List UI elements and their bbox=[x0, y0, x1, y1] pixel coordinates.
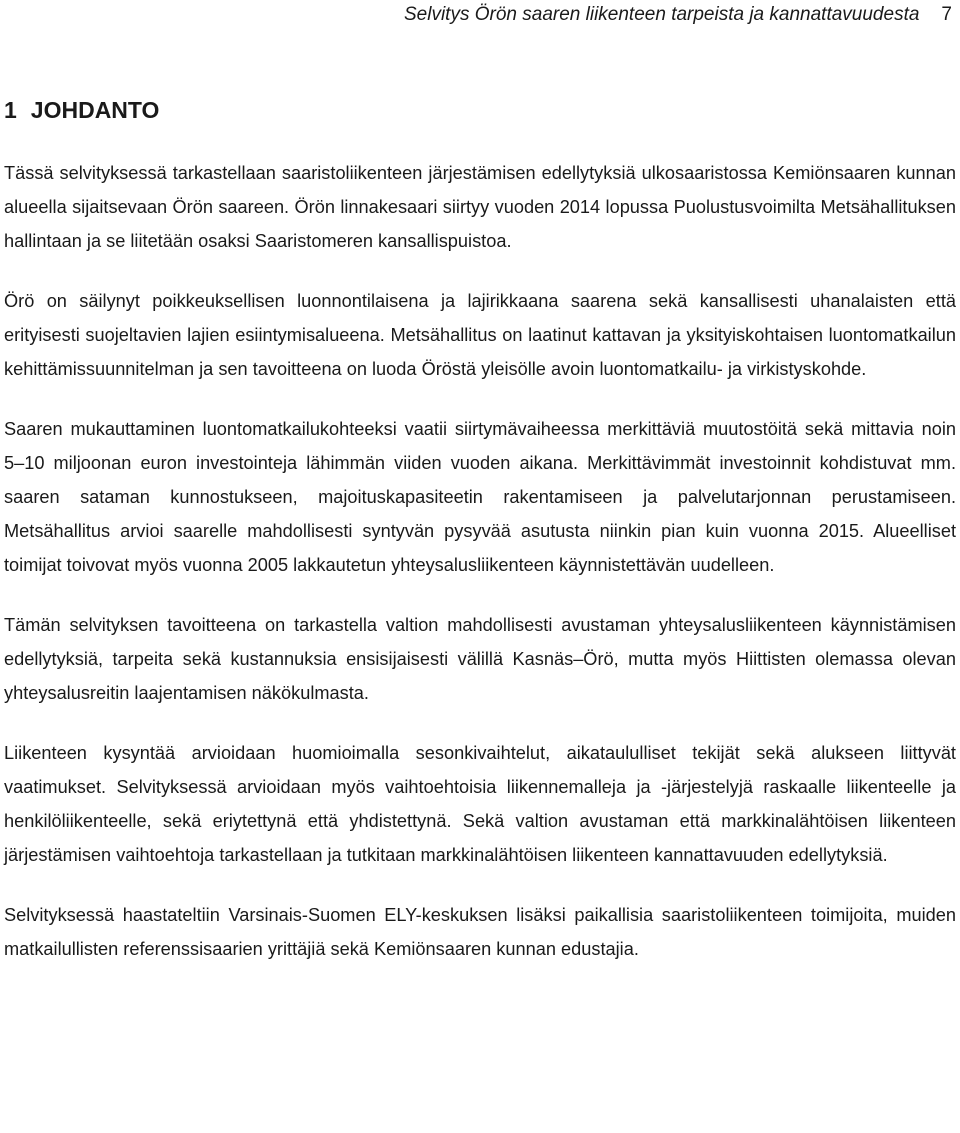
section-number: 1 bbox=[4, 97, 17, 123]
header-title: Selvitys Örön saaren liikenteen tarpeista ja kannattavuudesta bbox=[404, 4, 920, 25]
paragraph: Tässä selvityksessä tarkastellaan saaristoliikenteen järjestämisen edellytyksiä ulkosaaristossa Kemiönsaaren kunnan alueella sijaitsevaan Örön saareen. Örön linnakesaari siirtyy vuoden 2014 lopussa Puolustusvoimilta Metsähallituksen hallintaan ja se liitetään osaksi Saaristomeren kansallispuistoa. bbox=[4, 163, 956, 251]
running-header bbox=[404, 2, 952, 28]
paragraph: Liikenteen kysyntää arvioidaan huomioimalla sesonkivaihtelut, aikataululliset tekijät sekä alukseen liittyvät vaatimukset. Selvityksessä arvioidaan myös vaihtoehtoisia liikennemalleja ja -järjestelyjä raskaalle liikenteelle ja henkilöliikenteelle, sekä eriytettynä että yhdistettynä. Sekä valtion avustaman että markkinalähtöisen liikenteen järjestämisen vaihtoehtoja tarkastellaan ja tutkitaan markkinalähtöisen liikenteen kannattavuuden edellytyksiä. bbox=[4, 743, 956, 865]
paragraph: Tämän selvityksen tavoitteena on tarkastella valtion mahdollisesti avustaman yhteysalusliikenteen käynnistämisen edellytyksiä, tarpeita sekä kustannuksia ensisijaisesti välillä Kasnäs–Örö, mutta myös Hiittisten olemassa olevan yhteysalusreitin laajentamisen näkökulmasta. bbox=[4, 615, 956, 703]
section-heading bbox=[4, 94, 159, 126]
body-text bbox=[4, 156, 956, 992]
paragraph: Örö on säilynyt poikkeuksellisen luonnontilaisena ja lajirikkaana saarena sekä kansallisesti uhanalaisten että erityisesti suojeltavien lajien esiintymisalueena. Metsähallitus on laatinut kattavan ja yksityiskohtaisen luontomatkailun kehittämissuunnitelman ja sen tavoitteena on luoda Öröstä yleisölle avoin luontomatkailu- ja virkistyskohde. bbox=[4, 291, 956, 379]
paragraph: Selvityksessä haastateltiin Varsinais-Suomen ELY-keskuksen lisäksi paikallisia saaristoliikenteen toimijoita, muiden matkailullisten referenssisaarien yrittäjiä sekä Kemiönsaaren kunnan edustajia. bbox=[4, 905, 956, 959]
page-number: 7 bbox=[941, 4, 952, 25]
paragraph: Saaren mukauttaminen luontomatkailukohteeksi vaatii siirtymävaiheessa merkittäviä muutostöitä sekä mittavia noin 5–10 miljoonan euron investointeja lähimmän viiden vuoden aikana. Merkittävimmät investoinnit kohdistuvat mm. saaren sataman kunnostukseen, majoituskapasiteetin rakentamiseen ja palvelutarjonnan perustamiseen. Metsähallitus arvioi saarelle mahdollisesti syntyvän pysyvää asutusta niinkin pian kuin vuonna 2015. Alueelliset toimijat toivovat myös vuonna 2005 lakkautetun yhteysalusliikenteen käynnistettävän uudelleen. bbox=[4, 419, 956, 575]
section-title: JOHDANTO bbox=[30, 97, 160, 123]
